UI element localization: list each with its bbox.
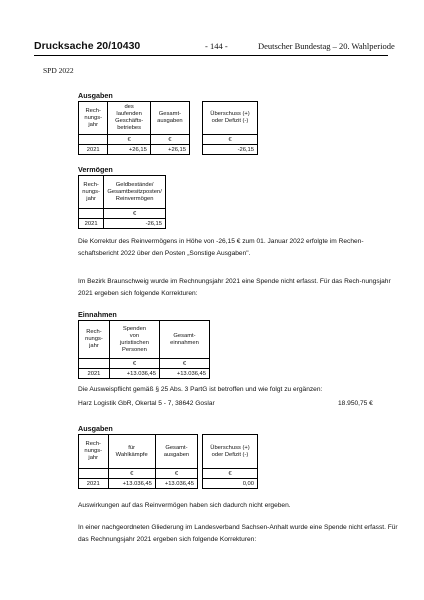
value-cell: +26,15 <box>150 145 189 155</box>
table-surplus-1 <box>202 101 258 155</box>
unit-cell: € <box>159 359 209 369</box>
table-ausgaben-1 <box>78 101 190 155</box>
unit-cell: € <box>104 209 166 219</box>
col-header-year: Rech- nungs- jahr <box>79 321 110 359</box>
unit-cell: € <box>108 469 155 479</box>
header-publisher: Deutscher Bundestag – 20. Wahlperiode <box>258 41 395 51</box>
col-header-campaigns: für Wahlkämpfe <box>108 435 155 469</box>
col-header-year: Rech- nungs- jahr <box>79 102 108 135</box>
col-header-year: Rech- nungs- jahr <box>79 435 109 469</box>
col-header-surplus: Überschuss (+) oder Defizit (-) <box>203 102 258 135</box>
paragraph-disclosure: Die Ausweispflicht gemäß § 25 Abs. 3 PartG ist betroffen und wie folgt zu ergänzen: <box>78 386 323 393</box>
value-cell: 0,00 <box>203 479 258 489</box>
value-cell: -26,15 <box>104 219 166 229</box>
document-number-value: 10430 <box>111 40 141 52</box>
table-surplus-2 <box>202 434 258 489</box>
unit-cell: € <box>203 135 258 145</box>
col-header-assets: Geldbestände/ Gesamtbesitzposten/ Reinvermögen <box>104 176 166 209</box>
party-label: SPD 2022 <box>43 66 74 75</box>
table-vermoegen <box>78 175 166 229</box>
header-rule <box>34 55 388 56</box>
year-cell: 2021 <box>79 219 104 229</box>
value-cell: +13.036,45 <box>159 369 209 379</box>
col-header-surplus: Überschuss (+) oder Defizit (-) <box>203 435 258 469</box>
col-header-donations: Spenden von juristischen Personen <box>109 321 159 359</box>
section-title-einnahmen: Einnahmen <box>78 310 117 319</box>
table-ausgaben-2 <box>78 434 198 489</box>
col-header-total-expenses: Gesamt- ausgaben <box>150 102 189 135</box>
section-title-ausgaben-1: Ausgaben <box>78 91 113 100</box>
unit-cell: € <box>155 469 197 479</box>
page-number: - 144 - <box>205 41 228 51</box>
paragraph-sachsen-anhalt: In einer nachgeordneten Gliederung im Landesverband Sachsen-Anhalt wurde eine Spende nicht erfasst. Für das Rechnungsjahr 2021 ergeben sich folgende Korrekturen: <box>78 524 398 544</box>
section-title-vermoegen: Vermögen <box>78 165 113 174</box>
value-cell: -26,15 <box>203 145 258 155</box>
donor-name: Harz Logistik GbR, Okertal 5 - 7, 38642 Goslar <box>78 400 215 407</box>
donor-amount: 18.950,75 € <box>338 400 373 407</box>
col-header-operations: des laufenden Geschäfts- betriebes <box>108 102 150 135</box>
value-cell: +13.036,45 <box>109 369 159 379</box>
unit-cell: € <box>150 135 189 145</box>
year-cell: 2021 <box>79 145 108 155</box>
paragraph-braunschweig: Im Bezirk Braunschweig wurde im Rechnungsjahr 2021 eine Spende nicht erfasst. Für das Rech-nungsjahr 2021 ergeben sich folgende Korrekturen: <box>78 278 391 298</box>
paragraph-correction: Die Korrektur des Reinvermögens in Höhe von -26,15 € zum 01. Januar 2022 erfolgte im Rechen-schaftsbericht 2022 über den Posten „Sonstige Ausgaben". <box>78 238 364 258</box>
document-number-prefix: Drucksache 20/ <box>34 40 112 52</box>
unit-cell: € <box>108 135 150 145</box>
value-cell: +26,15 <box>108 145 150 155</box>
year-cell: 2021 <box>79 479 109 489</box>
value-cell: +13.036,45 <box>108 479 155 489</box>
table-einnahmen <box>78 320 210 379</box>
section-title-ausgaben-2: Ausgaben <box>78 424 113 433</box>
paragraph-no-impact: Auswirkungen auf das Reinvermögen haben sich dadurch nicht ergeben. <box>78 502 291 509</box>
unit-cell: € <box>109 359 159 369</box>
value-cell: +13.036,45 <box>155 479 197 489</box>
col-header-year: Rech- nungs- jahr <box>79 176 104 209</box>
col-header-total-expenses: Gesamt- ausgaben <box>155 435 197 469</box>
document-number <box>34 40 140 52</box>
col-header-total-income: Gesamt- einnahmen <box>159 321 209 359</box>
unit-cell: € <box>203 469 258 479</box>
year-cell: 2021 <box>79 369 110 379</box>
